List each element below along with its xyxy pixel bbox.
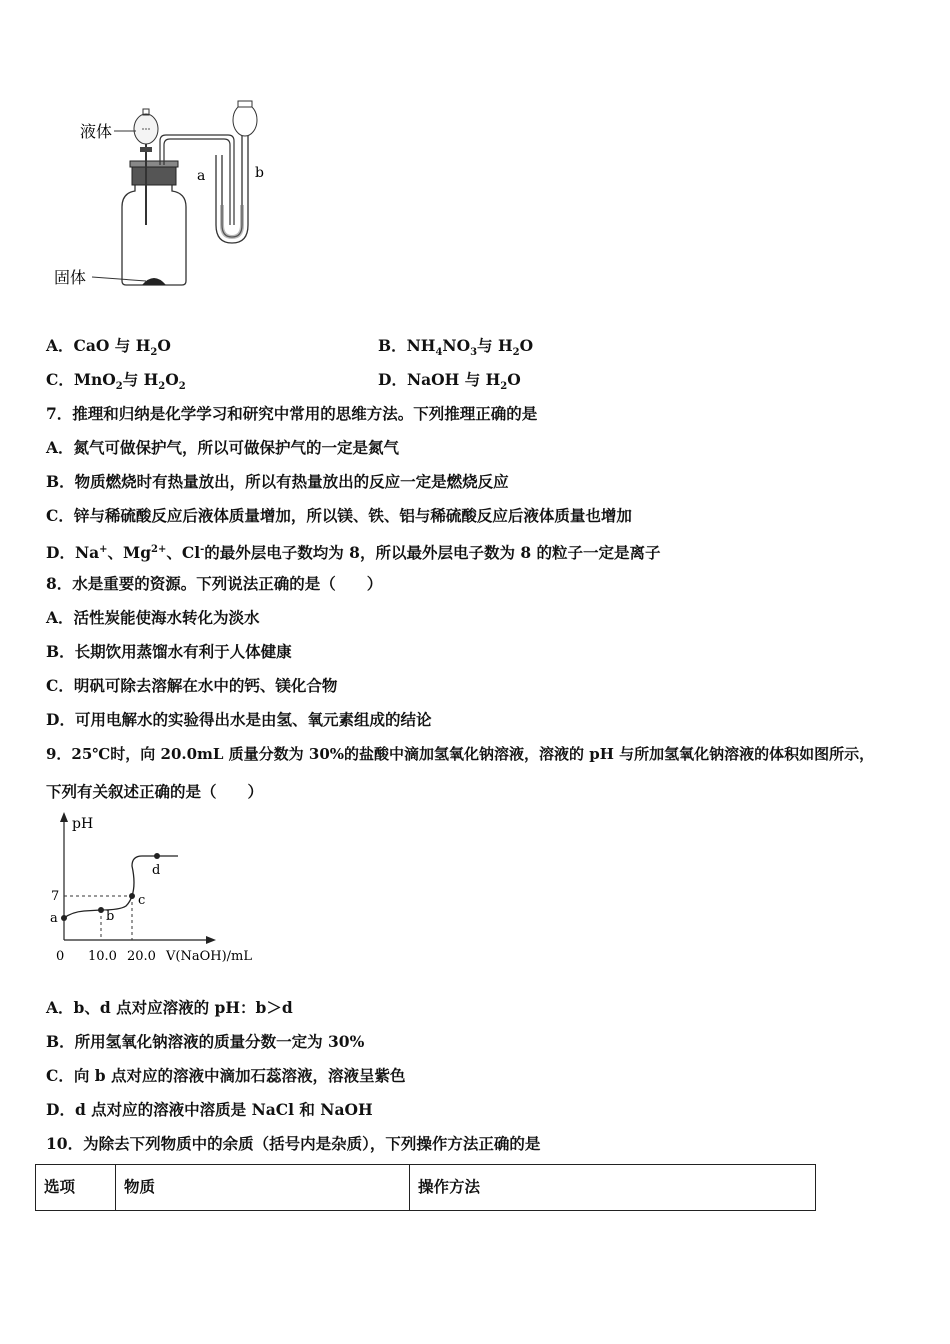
- q6-option-b: B．$NH_4NO_3$与 $H_2O$: [378, 336, 534, 359]
- header-option: 选项: [36, 1165, 116, 1211]
- point-b: [98, 907, 104, 913]
- q10-stem: 10．为除去下列物质中的余质（括号内是杂质），下列操作方法正确的是: [46, 1134, 541, 1153]
- q8-option-c: C．明矾可除去溶解在水中的钙、镁化合物: [46, 676, 338, 695]
- q6-option-d: D．NaOH 与 $H_2O$: [378, 370, 521, 393]
- q6-option-c: C．MnO$_2$与 $H_2O_2$: [46, 370, 186, 393]
- point-d: [154, 853, 160, 859]
- q9-option-a: A．b、d 点对应溶液的 pH：b＞d: [46, 998, 293, 1017]
- point-a: [61, 915, 67, 921]
- point-label-c: c: [138, 893, 146, 908]
- x-axis-label: V(NaOH)/mL: [166, 949, 252, 964]
- header-substance: 物质: [116, 1165, 410, 1211]
- point-label-a: a: [50, 911, 58, 926]
- apparatus-figure: [50, 95, 290, 300]
- label-a: a: [197, 168, 206, 184]
- bottle: [122, 175, 186, 285]
- q9-option-d: D．d 点对应的溶液中溶质是 NaCl 和 NaOH: [46, 1100, 373, 1119]
- label-solid: 固体: [54, 268, 87, 287]
- q10-table: [35, 1164, 816, 1211]
- table-header-row: [36, 1165, 816, 1211]
- label-liquid: 液体: [80, 122, 113, 141]
- q7-option-a: A．氮气可做保护气，所以可做保护气的一定是氮气: [46, 438, 400, 457]
- q9-stem-line2: 下列有关叙述正确的是（ ）: [46, 782, 264, 801]
- q7-option-b: B．物质燃烧时有热量放出，所以有热量放出的反应一定是燃烧反应: [46, 472, 509, 491]
- x-tick-0: 0: [56, 949, 65, 964]
- q7-option-c: C．锌与稀硫酸反应后液体质量增加，所以镁、铁、铝与稀硫酸反应后液体质量也增加: [46, 506, 632, 525]
- q8-option-d: D．可用电解水的实验得出水是由氢、氧元素组成的结论: [46, 710, 432, 729]
- x-tick-10: 10.0: [88, 949, 117, 964]
- q8-stem: 8．水是重要的资源。下列说法正确的是（ ）: [46, 574, 383, 593]
- q9-option-b: B．所用氢氧化钠溶液的质量分数一定为 30%: [46, 1032, 365, 1051]
- ph-curve: [64, 856, 178, 918]
- x-tick-20: 20.0: [127, 949, 156, 964]
- point-label-d: d: [152, 863, 161, 878]
- q8-option-b: B．长期饮用蒸馏水有利于人体健康: [46, 642, 292, 661]
- y-axis-label: pH: [72, 816, 94, 832]
- ph-graph: [44, 812, 274, 967]
- q9-option-c: C．向 b 点对应的溶液中滴加石蕊溶液，溶液呈紫色: [46, 1066, 406, 1085]
- q7-option-d: D．Na+、$Mg^{2+}$、Cl-的最外层电子数均为 8，所以最外层电子数为 8 的粒子一定是离子: [46, 543, 661, 563]
- q9-stem-line1: 9．25℃时，向 20.0mL 质量分数为 30%的盐酸中滴加氢氧化钠溶液，溶液的 pH 与所加氢氧化钠溶液的体积如图所示，: [46, 745, 875, 763]
- u-tube-bulb: [233, 104, 257, 136]
- label-b: b: [255, 165, 264, 181]
- header-method: 操作方法: [410, 1165, 816, 1211]
- solid-pile: [142, 278, 166, 285]
- q8-option-a: A．活性炭能使海水转化为淡水: [46, 608, 260, 627]
- point-label-b: b: [106, 909, 115, 924]
- q7-stem: 7．推理和归纳是化学学习和研究中常用的思维方法。下列推理正确的是: [46, 404, 538, 423]
- stopper: [132, 165, 176, 185]
- q6-option-a: A．CaO 与 $H_2O$: [46, 336, 171, 359]
- y-tick-7: 7: [51, 889, 60, 904]
- point-c: [129, 893, 135, 899]
